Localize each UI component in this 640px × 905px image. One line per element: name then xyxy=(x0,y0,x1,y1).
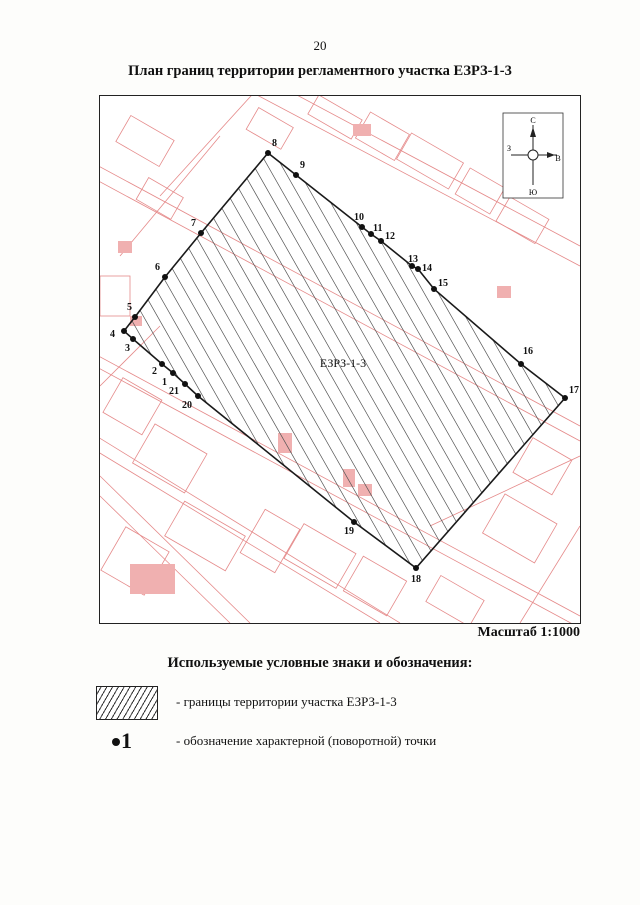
vertex-label-11: 11 xyxy=(373,223,383,234)
hatch-line xyxy=(100,96,150,623)
vertex-point-18 xyxy=(413,565,419,571)
hatch-line xyxy=(578,96,580,623)
vertex-point-20 xyxy=(195,393,201,399)
vertex-point-8 xyxy=(265,150,271,156)
vertex-label-2: 2 xyxy=(152,366,157,377)
hatch-line xyxy=(100,96,220,623)
vertex-label-18: 18 xyxy=(411,574,421,585)
vertex-label-8: 8 xyxy=(272,138,277,149)
vertex-label-3: 3 xyxy=(125,343,130,354)
building-fills xyxy=(118,124,511,594)
vertex-label-21: 21 xyxy=(169,386,179,397)
vertex-point-3 xyxy=(130,336,136,342)
hatch-line xyxy=(242,96,542,623)
hatch-line xyxy=(100,96,318,623)
vertex-point-15 xyxy=(431,286,437,292)
hatch-line xyxy=(158,96,458,623)
vertex-label-7: 7 xyxy=(191,218,196,229)
vertex-label-15: 15 xyxy=(438,278,448,289)
vertex-label-19: 19 xyxy=(344,526,354,537)
hatch-line xyxy=(100,96,248,623)
hatch-line xyxy=(100,96,346,623)
point-legend-symbol xyxy=(112,728,132,754)
compass-east: В xyxy=(555,154,561,163)
vertex-label-13: 13 xyxy=(408,254,418,265)
vertex-label-9: 9 xyxy=(300,160,305,171)
vertex-point-10 xyxy=(359,224,365,230)
vertex-label-14: 14 xyxy=(422,263,432,274)
legend-point-text: - обозначение характерной (поворотной) точки xyxy=(176,733,437,748)
vertex-point-17 xyxy=(562,395,568,401)
vertex-point-5 xyxy=(132,314,138,320)
vertex-point-12 xyxy=(378,238,384,244)
vertex-label-16: 16 xyxy=(523,346,533,357)
page-number: 20 xyxy=(313,38,327,53)
vertex-point-7 xyxy=(198,230,204,236)
point-dot-icon xyxy=(112,738,120,746)
zone-label: ЕЗРЗ-1-3 xyxy=(319,356,367,370)
map-frame xyxy=(99,95,581,624)
vertex-point-14 xyxy=(415,266,421,272)
hatch-line xyxy=(100,96,178,623)
hatch-line xyxy=(116,96,416,623)
legend-title: Используемые условные знаки и обозначения: xyxy=(167,655,473,671)
vertex-point-2 xyxy=(159,361,165,367)
hatch-line xyxy=(100,96,164,623)
vertex-label-4: 4 xyxy=(110,329,115,340)
hatch-line xyxy=(100,96,290,623)
map-canvas xyxy=(100,96,580,623)
vertex-point-16 xyxy=(518,361,524,367)
hatch-legend-swatch xyxy=(96,686,158,720)
plan-title: План границ территории регламентного участка ЕЗРЗ-1-3 xyxy=(128,63,512,79)
compass-west: З xyxy=(506,144,512,153)
vertex-label-20: 20 xyxy=(182,400,192,411)
hatch-line xyxy=(100,96,234,623)
vertex-label-6: 6 xyxy=(155,262,160,273)
vertex-point-21 xyxy=(182,381,188,387)
vertex-point-4 xyxy=(121,328,127,334)
vertex-label-17: 17 xyxy=(569,385,579,396)
legend-boundary-text: - границы территории участка ЕЗРЗ-1-3 xyxy=(176,694,397,709)
compass-rose xyxy=(503,113,563,198)
vertex-label-12: 12 xyxy=(385,231,395,242)
vertex-point-1 xyxy=(170,370,176,376)
point-legend-number: 1 xyxy=(121,728,132,753)
compass-north: С xyxy=(530,116,536,125)
vertex-point-6 xyxy=(162,274,168,280)
vertex-label-10: 10 xyxy=(354,212,364,223)
vertex-label-5: 5 xyxy=(127,302,132,313)
compass-south: Ю xyxy=(528,188,538,197)
hatch-line xyxy=(100,96,108,623)
vertex-label-1: 1 xyxy=(162,377,167,388)
hatch-line xyxy=(130,96,430,623)
vertex-point-9 xyxy=(293,172,299,178)
scale-label: Масштаб 1:1000 xyxy=(477,625,580,640)
hatch-line xyxy=(564,96,580,623)
hatch-line xyxy=(100,96,122,623)
vertex-point-19 xyxy=(351,519,357,525)
